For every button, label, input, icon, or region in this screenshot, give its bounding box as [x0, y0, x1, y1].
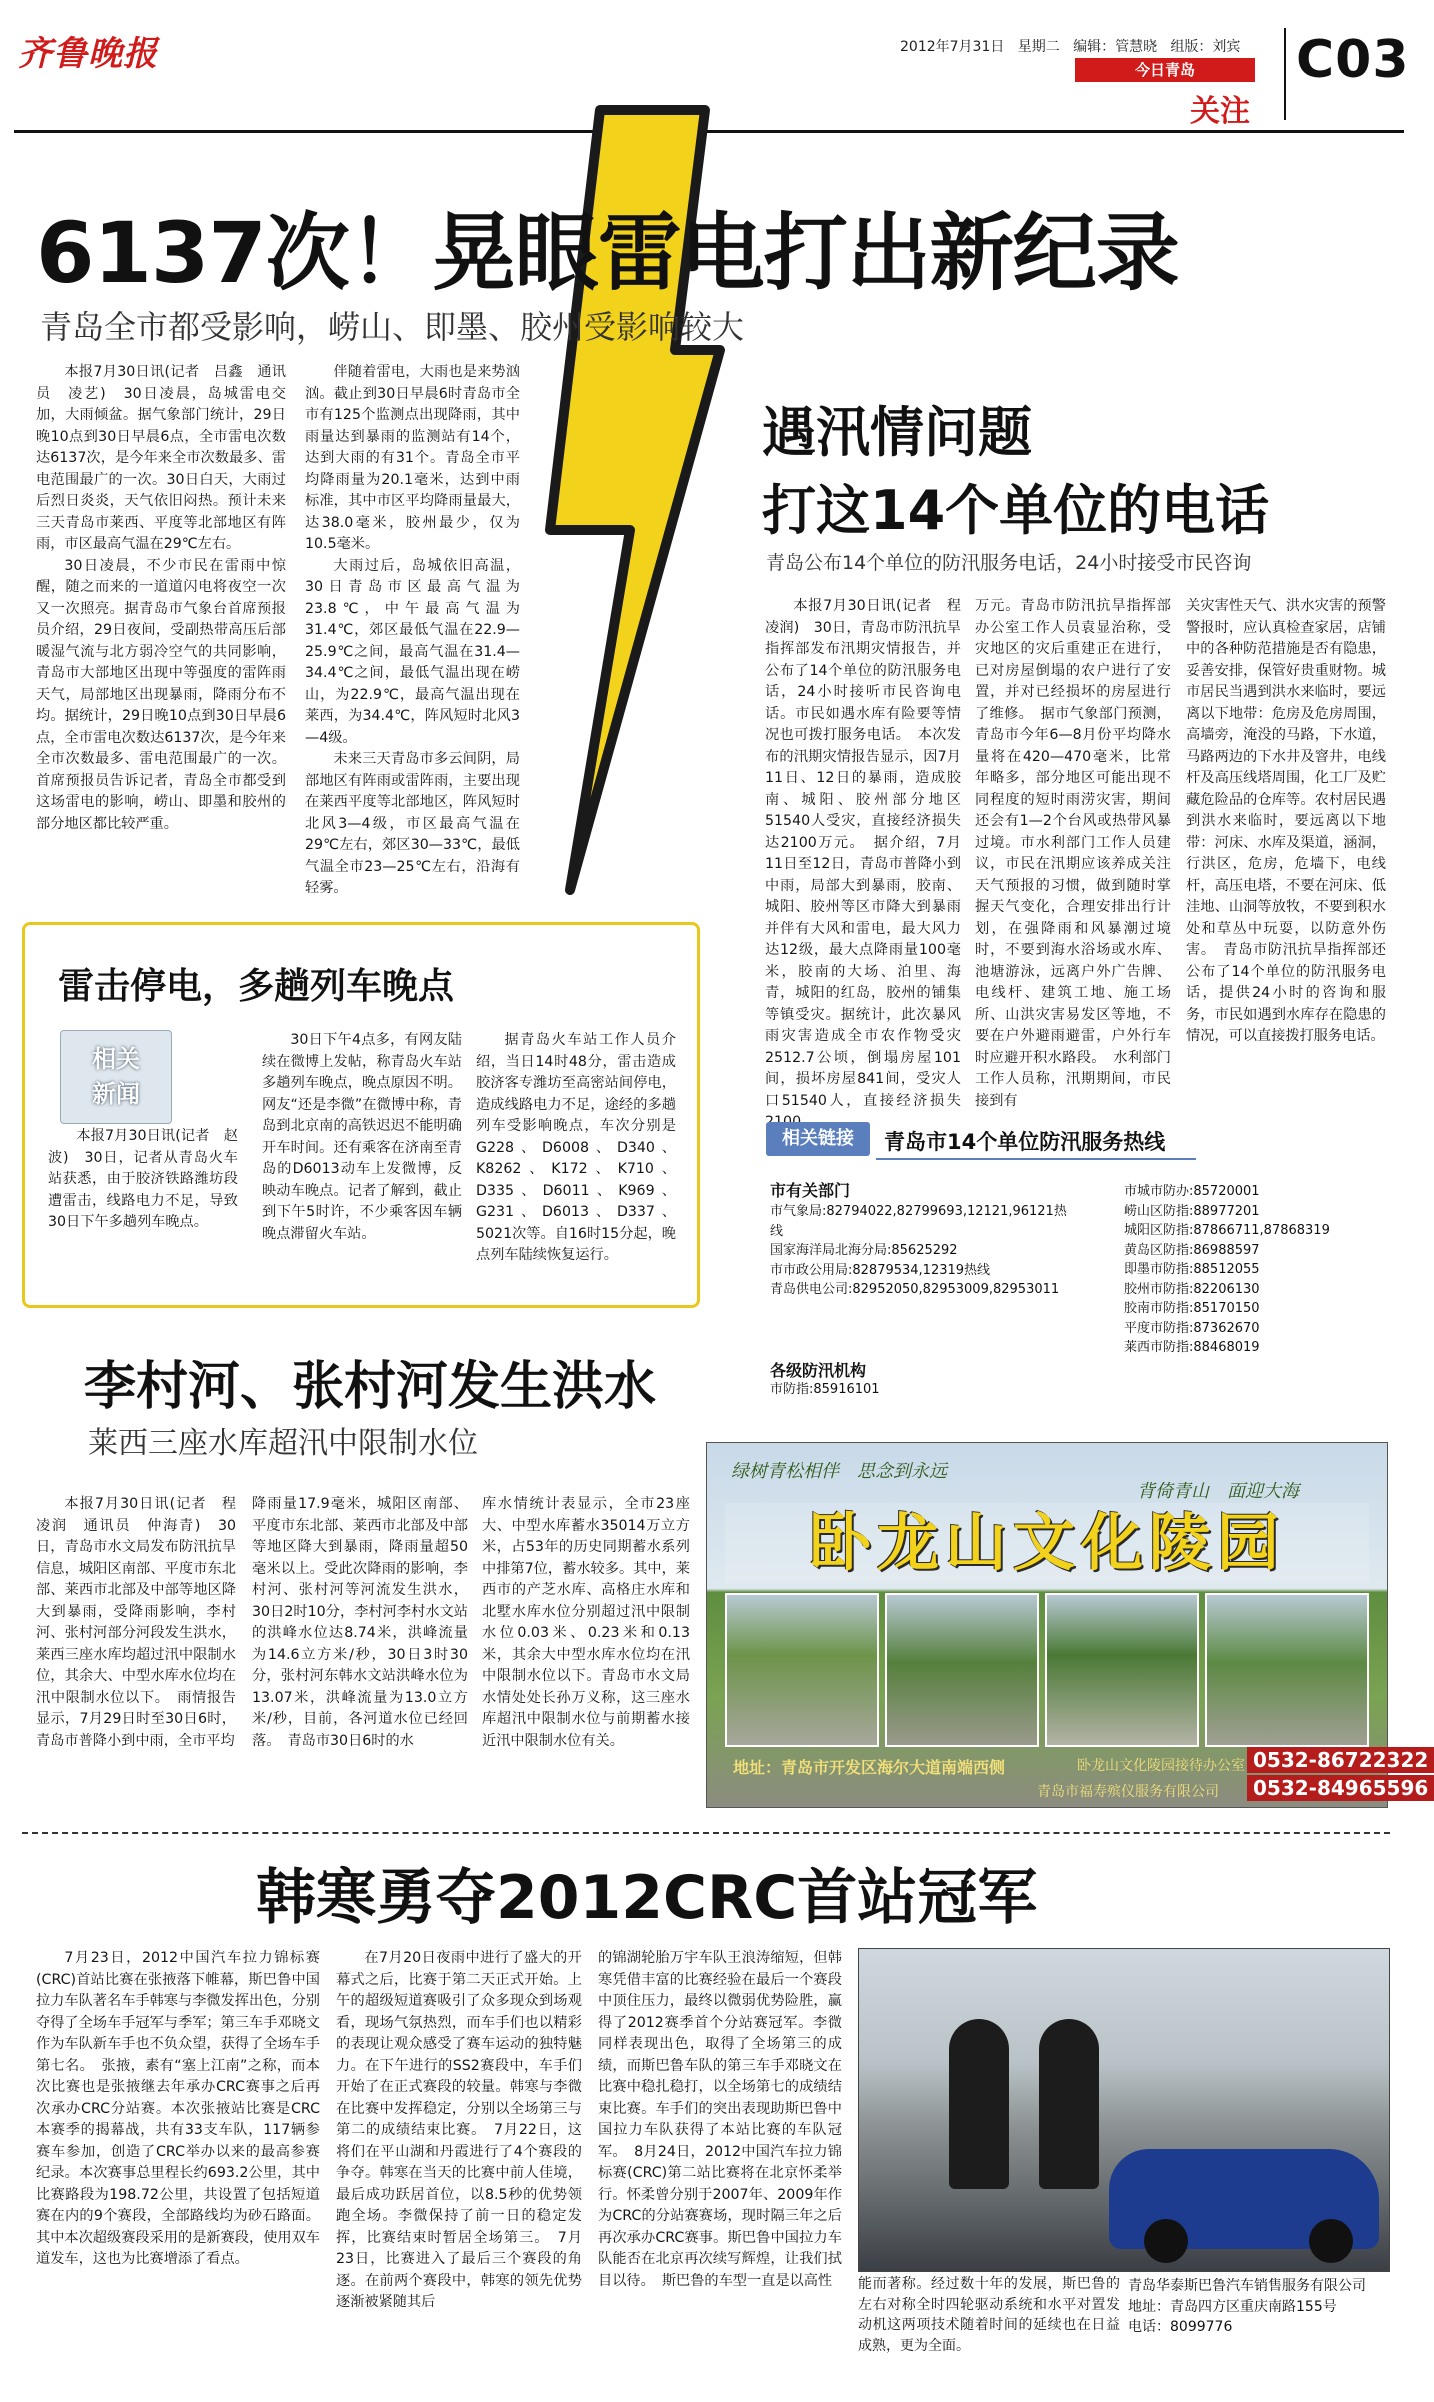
related-news-badge-line1: 相关 [92, 1045, 140, 1073]
podium-driver [1039, 2019, 1099, 2189]
ad-phone-2: 0532-84965596 [1247, 1775, 1434, 1801]
river-story-paragraph: 库水情统计表显示，全市23座大、中型水库蓄水35014万立方米，占53年的历史同期蓄水系列中排第7位，蓄水较多。其中，莱西市的产芝水库、高格庄水库和北墅水库水位分别超过汛中限制水位0.03米、0.23米和0.13米，其余大中型水库水位均在汛中限制水位以下。青岛市水文局水情处处长孙万义称，这三座水库超汛中限制水位与前期蓄水接近汛中限制水位有关。 [482, 1496, 690, 1749]
page-divider [1284, 28, 1286, 120]
section-name: 关注 [1190, 94, 1250, 129]
hotline-title-rule [876, 1158, 1196, 1160]
sponsor-name: 青岛华泰斯巴鲁汽车销售服务有限公司 [1128, 2278, 1366, 2294]
phone-story-column-3 [1186, 596, 1386, 1096]
rally-car-wheel [1144, 2219, 1188, 2263]
story1-paragraph: 本报7月30日讯(记者 吕鑫 通讯员 凌艺) 30日凌晨，岛城雷电交加，大雨倾盆。据气象部门统计，29日晚10点到30日早晨6点，全市雷电次数达6137次，是今年来全市次数最多、雷电范围最广的一次。30日白天，大雨过后烈日炎炎，天气依旧闷热。预计未来三天青岛市莱西、平度等北部地区有阵雨，市区最高气温在29℃左右。 [36, 364, 286, 552]
hotline-row: 平度市防指:87362670 [1124, 1320, 1260, 1336]
sidebar-paragraph: 30日下午4点多，有网友陆续在微博上发帖，称青岛火车站多趟列车晚点，晚点原因不明。网友“还是李微”在微博中称，青岛到北京南的高铁迟迟不能明确开车时间。还有乘客在济南至青岛的D6013动车上发微博，反映动车晚点。记者了解到，截止到下午5时许，不少乘客因车辆晚点滞留火车站。 [262, 1032, 462, 1242]
ad-slogan-right: 背倚青山 面迎大海 [1137, 1481, 1299, 1502]
issue-date: 2012年7月31日 [900, 39, 1005, 55]
phone-story-paragraph: 万元。青岛市防汛抗旱指挥部办公室工作人员袁显治称，受灾地区的灾后重建正在进行，已对房屋倒塌的农户进行了安置，并对已经损坏的房屋进行了维修。 据市气象部门预测，青岛市今年6—8月份平均降水量将在420—470毫米，比常年略多，部分地区可能出现不同程度的短时雨涝灾害，期间还会有1—2个台风或热带风暴过境。市水利部门工作人员建议，市民在汛期应该养成关注天气预报的习惯，做到随时掌握天气变化，合理安排出行计划，在强降雨和风暴潮过境时，不要到海水浴场或水库、池塘游泳，远离户外广告牌、电线杆、建筑工地、施工场所、山洪灾害易发区等地，不要在户外避雨避雷，户外行车时应避开积水路段。 水利部门工作人员称，汛期期间，市民接到有 [975, 598, 1171, 1109]
rally-story-column-3 [598, 1948, 842, 2394]
phone-story-paragraph: 关灾害性天气、洪水灾害的预警警报时，应认真检查家居，店铺中的各种防范措施是否有隐患，妥善安排，保管好贵重财物。城市居民当遇到洪水来临时，要远离以下地带：危房及危房周围，高墙旁，淹没的马路，下水道，马路两边的下水井及窨井，电线杆及高压线塔周围，化工厂及贮藏危险品的仓库等。农村居民遇到洪水来临时，要远离以下地带：河床、水库及渠道，涵洞，行洪区，危房，危墙下，电线杆，高压电塔，不要在河床、低洼地、山洞等放牧，不要到积水处和草丛中玩耍，以防意外伤害。 青岛市防汛抗旱指挥部还公布了14个单位的防汛服务电话，提供24小时的咨询和服务，市民如遇到水库存在隐患的情况，可以直接拨打服务电话。 [1186, 598, 1386, 1044]
story1-paragraph: 30日凌晨，不少市民在雷雨中惊醒，随之而来的一道道闪电将夜空一次又一次照亮。据青岛市气象台首席预报员介绍，29日夜间，受副热带高压后部暖湿气流与北方弱冷空气的共同影响，青岛市大部地区出现中等强度的雷阵雨天气，局部地区出现暴雨，降雨分布不均。据统计，29日晚10点到30日早晨6点，全市雷电次数达6137次，是今年来全市次数最多、雷电范围最广的一次。首席预报员告诉记者，青岛全市都受到这场雷电的影响，崂山、即墨和胶州的部分地区都比较严重。 [36, 557, 286, 832]
phone-story-subhead: 青岛公布14个单位的防汛服务电话，24小时接受市民咨询 [766, 552, 1252, 574]
hotline-row: 黄岛区防指:86988597 [1124, 1242, 1260, 1258]
ad-slogan-left: 绿树青松相伴 思念到永远 [731, 1461, 947, 1482]
issue-weekday: 星期二 [1017, 39, 1060, 55]
hotline-row: 胶州市防指:82206130 [1124, 1281, 1260, 1297]
ad-photo [1045, 1593, 1199, 1747]
ad-address: 地址：青岛市开发区海尔大道南端西侧 [733, 1758, 1006, 1777]
hotline-row: 即墨市防指:88512055 [1124, 1262, 1260, 1277]
related-news-badge [60, 1030, 172, 1124]
hotline-row: 市防指:85916101 [770, 1382, 880, 1397]
related-news-badge-line2: 新闻 [92, 1080, 140, 1108]
rally-photo-caption [858, 2274, 1120, 2394]
river-story-paragraph: 降雨量17.9毫米，城阳区南部、平度市东北部、莱西市北部及中部等地区降大到暴雨，降雨量超50毫米以上。受此次降雨的影响，李村河、张村河等河流发生洪水，30日2时10分，李村河李村水文站的洪峰水位达8.74米，洪峰流量为14.6立方米/秒，30日3时30分，张村河东韩水文站洪峰水位为13.07米，洪峰流量为13.0立方米/秒，目前，各河道水位已经回落。 青岛市30日6时的水 [252, 1496, 468, 1749]
sponsor-phone: 电话：8099776 [1128, 2319, 1233, 2335]
cemetery-advertisement [706, 1442, 1429, 1808]
hotline-right-list [1124, 1182, 1374, 1358]
rally-car-wheel [1309, 2219, 1353, 2263]
ad-photo [1205, 1593, 1369, 1747]
story1-column-1 [36, 362, 286, 902]
sidebar-column-2 [262, 1030, 462, 1286]
story1-column-2 [305, 362, 520, 902]
section-tag: 今日青岛 [1075, 58, 1255, 82]
phone-story-headline-line1: 遇汛情问题 [762, 401, 1032, 464]
story1-paragraph: 大雨过后，岛城依旧高温，30日青岛市区最高气温为23.8℃，中午最高气温为31.4℃，郊区最低气温在22.9—25.9℃之间，最高气温在31.4—34.4℃之间，最低气温出现在崂山，为22.9℃，最高气温出现在莱西，为34.4℃，阵风短时北风3—4级。 [305, 557, 520, 746]
ad-title: 卧龙山文化陵园 [725, 1503, 1369, 1583]
river-story-headline: 李村河、张村河发生洪水 [84, 1357, 657, 1417]
phone-story-headline-line2: 打这14个单位的电话 [762, 479, 1270, 542]
ad-office-2: 青岛市福寿殡仪服务有限公司 [1037, 1784, 1219, 1800]
hotline-title: 青岛市14个单位防汛服务热线 [884, 1130, 1166, 1154]
hotline-row: 市城市防办:85720001 [1124, 1184, 1260, 1199]
hotline-badge: 相关链接 [766, 1122, 870, 1156]
masthead-meta [900, 36, 1240, 56]
masthead-logo: 齐鲁晚报 [18, 34, 158, 74]
rally-story-paragraph: 7月23日，2012中国汽车拉力锦标赛(CRC)首站比赛在张掖落下帷幕，斯巴鲁中国拉力车队著名车手韩寒与李微发挥出色，分别夺得了全场车手冠军与季军；第三车手邓晓文作为车队新车手也不负众望，获得了全场车手第七名。 张掖，素有“塞上江南”之称，而本次比赛也是张掖继去年承办CRC赛事之后再次承办CRC分站赛。本次张掖站比赛是CRC本赛季的揭幕战，共有33支车队，117辆参赛车参加，创造了CRC举办以来的最高参赛纪录。本次赛事总里程长约693.2公里，其中比赛路段为198.72公里，共设置了包括短道赛在内的9个赛段，全部路线均为砂石路面。其中本次超级赛段采用的是新赛段，使用双车道发车，这也为比赛增添了看点。 [36, 1950, 320, 2267]
river-story-column-1 [36, 1494, 236, 1808]
phone-story-column-1 [765, 596, 961, 1109]
rally-sponsor-block [1128, 2276, 1386, 2338]
ad-office-1: 卧龙山文化陵园接待办公室 [1077, 1758, 1245, 1774]
hotline-city-header: 市有关部门 [770, 1181, 851, 1200]
rally-story-column-1 [36, 1948, 320, 2394]
sidebar-paragraph: 本报7月30日讯(记者 赵波) 30日，记者从青岛火车站获悉，由于胶济铁路潍坊段遭雷击，线路电力不足，导致30日下午多趟列车晚点。 [48, 1128, 238, 1230]
story1-subhead: 青岛全市都受影响，崂山、即墨、胶州受影响较大 [40, 308, 745, 346]
sidebar-headline: 雷击停电，多趟列车晚点 [58, 966, 455, 1007]
hotline-row: 市气象局:82794022,82799693,12121,96121热线 [770, 1204, 1067, 1239]
story1-paragraph: 未来三天青岛市多云间阴，局部地区有阵雨或雷阵雨，主要出现在莱西平度等北部地区，阵风短时北风3—4级，市区最高气温在29℃左右，郊区30—33℃，最低气温全市23—25℃左右，沿海有轻雾。 [305, 751, 520, 896]
sponsor-address: 地址：青岛四方区重庆南路155号 [1128, 2298, 1337, 2315]
hotline-city-list [770, 1202, 1070, 1300]
hotline-row: 青岛供电公司:82952050,82953009,82953011 [770, 1282, 1060, 1297]
hotline-row: 胶南市防指:85170150 [1124, 1301, 1260, 1316]
rally-story-headline: 韩寒勇夺2012CRC首站冠军 [256, 1863, 1038, 1933]
river-story-column-2 [252, 1494, 468, 1808]
layout-credit: 组版：刘宾 [1170, 39, 1241, 55]
hotline-row: 崂山区防指:88977201 [1124, 1203, 1260, 1219]
hotline-row: 国家海洋局北海分局:85625292 [770, 1243, 958, 1258]
rally-caption-paragraph: 能而著称。经过数十年的发展，斯巴鲁的左右对称全时四轮驱动系统和水平对置发动机这两项技术随着时间的延续也在日益成熟，更为全面。 [858, 2276, 1120, 2354]
ad-photo-strip [725, 1593, 1369, 1743]
rally-story-paragraph: 的锦湖轮胎万宇车队王浪涛缩短，但韩寒凭借丰富的比赛经验在最后一个赛段中顶住压力，最终以微弱优势险胜，赢得了2012赛季首个分站赛冠军。李微同样表现出色，取得了全场第三的成绩，而斯巴鲁车队的第三车手邓晓文在比赛中稳扎稳打，以全场第七的成绩结束比赛。车手们的突出表现助斯巴鲁中国拉力车队获得了本站比赛的车队冠军。 8月24日，2012中国汽车拉力锦标赛(CRC)第二站比赛将在北京怀柔举行。怀柔曾分别于2007年、2009年作为CRC的分站赛赛场，现时隔三年之后再次承办CRC赛事。斯巴鲁中国拉力车队能否在北京再次续写辉煌，让我们拭目以待。 斯巴鲁的车型一直是以高性 [598, 1950, 842, 2289]
rally-story-paragraph: 在7月20日夜雨中进行了盛大的开幕式之后，比赛于第二天正式开始。上午的超级短道赛吸引了众多现众到场观看，现场气氛热烈，而车手们也以精彩的表现让观众感受了赛车运动的独特魅力。在下午进行的SS2赛段中，车手们开始了在正式赛段的较量。韩寒与李微在比赛中发挥稳定，分别以全场第三与第二的成绩结束比赛。 7月22日，这将们在平山湖和丹霞进行了4个赛段的争夺。韩寒在当天的比赛中前人佳境，最后成功跃居首位，以8.5秒的优势领跑全场。李微保持了前一日的稳定发挥，比赛结束时暂居全场第三。 7月23日，比赛进入了最后三个赛段的角逐。在前两个赛段中，韩寒的领先优势逐渐被紧随其后 [336, 1950, 582, 2310]
page-number: C03 [1296, 30, 1410, 90]
story1-paragraph: 伴随着雷电，大雨也是来势汹汹。截止到30日早晨6时青岛市全市有125个监测点出现降雨，其中雨量达到暴雨的监测站有14个，达到大雨的有31个。青岛全市平均降雨量为20.1毫米，达到中雨标准，其中市区平均降雨量最大，达38.0毫米，胶州最少，仅为10.5毫米。 [305, 364, 520, 552]
story1-headline: 6137次！晃眼雷电打出新纪录 [36, 204, 1179, 302]
sidebar-column-1 [48, 1126, 238, 1286]
ad-photo [725, 1593, 879, 1747]
ad-phone-1: 0532-86722322 [1247, 1747, 1434, 1773]
sidebar-column-3 [476, 1030, 676, 1286]
hotline-row: 莱西市防指:88468019 [1124, 1340, 1260, 1355]
editor-credit: 编辑：管慧晓 [1073, 39, 1158, 55]
phone-story-column-2 [975, 596, 1171, 1109]
podium-driver [949, 2019, 1009, 2189]
section-dashed-divider [22, 1832, 1390, 1834]
river-story-subhead: 莱西三座水库超汛中限制水位 [88, 1426, 478, 1461]
sidebar-paragraph: 据青岛火车站工作人员介绍，当日14时48分，雷击造成胶济客专潍坊至高密站间停电，造成线路电力不足，途经的多趟列车受影响晚点，车次分别是G228、D6008、D340、K8262、K172、K710、D335、D6011、K969、G231、D6013、D337、5021次等。自16时15分起，晚点列车陆续恢复运行。 [476, 1032, 676, 1263]
ad-photo [885, 1593, 1039, 1747]
hotline-org-header: 各级防汛机构 [770, 1361, 867, 1380]
hotline-row: 市市政公用局:82879534,12319热线 [770, 1262, 991, 1278]
river-story-column-3 [482, 1494, 690, 1808]
rally-story-column-2 [336, 1948, 582, 2394]
rally-photo [858, 1948, 1390, 2272]
hotline-row: 城阳区防指:87866711,87868319 [1124, 1223, 1330, 1238]
river-story-paragraph: 本报7月30日讯(记者 程凌润 通讯员 仲海青) 30日，青岛市水文局发布防汛抗旱信息，城阳区南部、平度市东北部、莱西市北部及中部等地区降大到暴雨，受降雨影响，李村河、张村河部分河段发生洪水，莱西三座水库均超过汛中限制水位，其余大、中型水库水位均在汛中限制水位以下。 雨情报告显示，7月29日时至30日6时，青岛市普降小到中雨，全市平均 [36, 1496, 236, 1749]
phone-story-paragraph: 本报7月30日讯(记者 程凌润) 30日，青岛市防汛抗旱指挥部发布汛期灾情报告，并公布了14个单位的防汛服务电话，24小时接听市民咨询电话。市民如遇水库有险要等情况也可拨打服务电话。 本次发布的汛期灾情报告显示，因7月11日、12日的暴雨，造成胶南、城阳、胶州部分地区51540人受灾，直接经济损失达2100万元。 据介绍，7月11日至12日，青岛市普降小到中雨，局部大到暴雨，胶南、城阳、胶州等区市降大到暴雨并伴有大风和雷电，最大风力达12级，最大点降雨量100毫米，胶南的大场、泊里、海青，城阳的红岛，胶州的铺集等镇受灾。据统计，此次暴风雨灾害造成全市农作物受灾2512.7公顷，倒塌房屋101间，损坏房屋841间，受灾人口51540人，直接经济损失 [765, 598, 961, 1109]
